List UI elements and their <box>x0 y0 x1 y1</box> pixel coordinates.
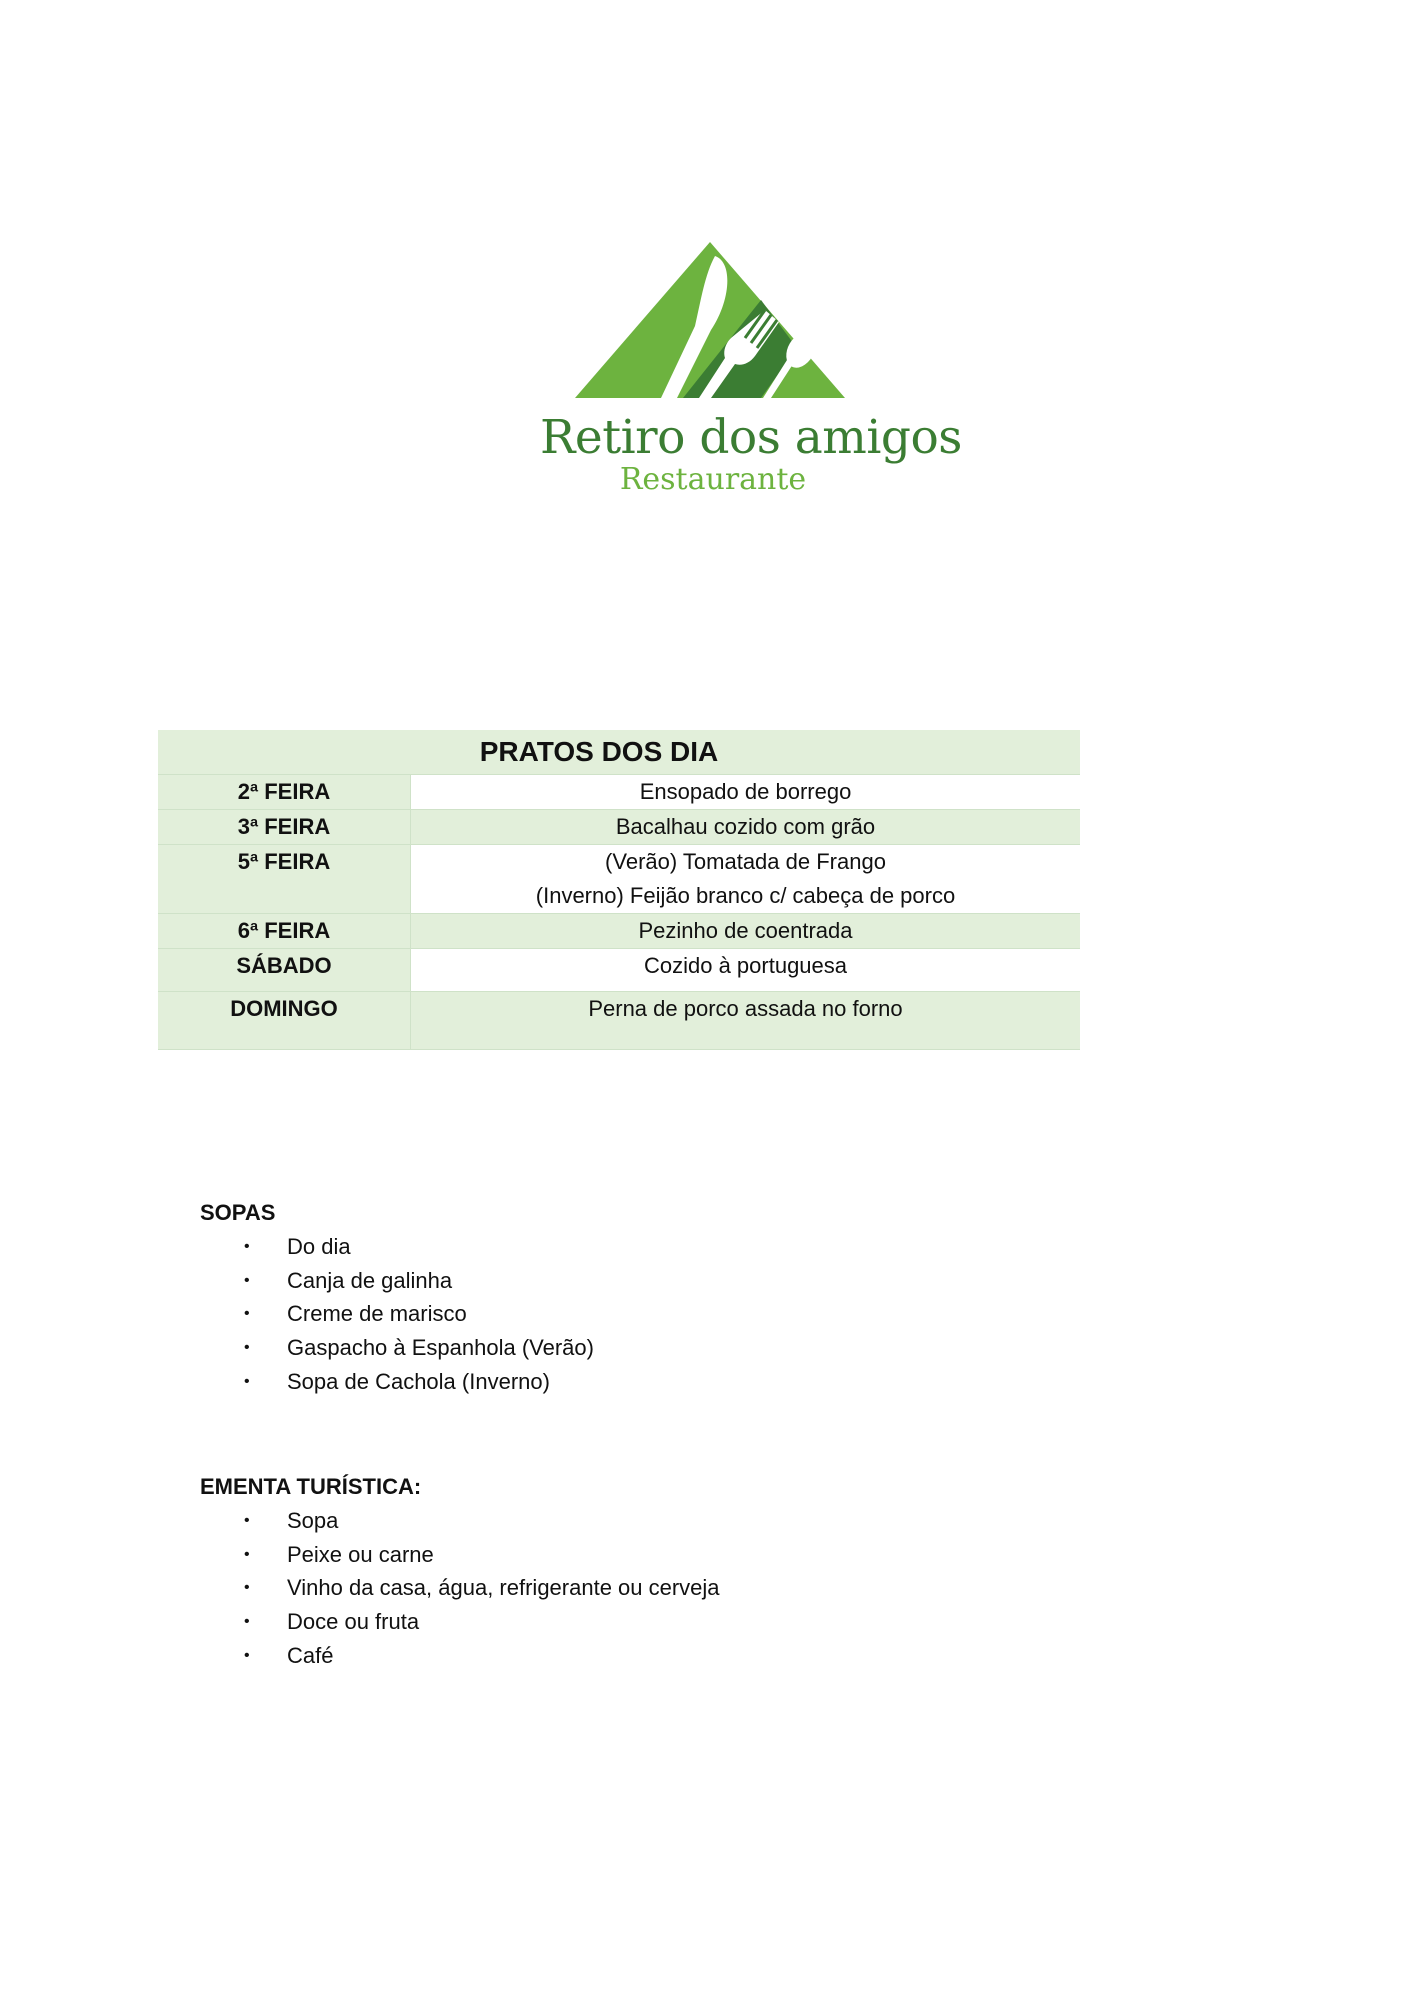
restaurant-logo <box>540 238 962 498</box>
bullet-icon: • <box>244 1646 250 1664</box>
table-dish: Pezinho de coentrada <box>638 918 853 943</box>
table-day: 6ª FEIRA <box>158 914 411 949</box>
table-title: PRATOS DOS DIA <box>479 736 719 767</box>
list-item-text: Peixe ou carne <box>287 1541 434 1567</box>
list-item <box>200 1605 720 1639</box>
table-title-row <box>158 730 1080 775</box>
list-item <box>200 1571 720 1605</box>
list-item-text: Gaspacho à Espanhola (Verão) <box>287 1335 594 1361</box>
list-item-text: Vinho da casa, água, refrigerante ou cerveja <box>287 1575 720 1601</box>
table-row <box>158 992 1080 1050</box>
bullet-icon: • <box>244 1339 250 1357</box>
list-item-text: Creme de marisco <box>287 1301 467 1327</box>
table-row <box>158 775 1080 810</box>
sopas-list <box>200 1230 594 1399</box>
list-item-text: Café <box>287 1642 334 1668</box>
table-dish: Ensopado de borrego <box>639 779 852 804</box>
list-item-text: Doce ou fruta <box>287 1609 420 1635</box>
logo-name: Retiro dos amigos <box>540 410 962 465</box>
table-day: SÁBADO <box>158 949 411 992</box>
list-item <box>200 1639 720 1673</box>
list-item <box>200 1297 594 1331</box>
bullet-icon: • <box>244 1545 250 1563</box>
daily-dishes-table <box>158 730 1080 1050</box>
table-day: 3ª FEIRA <box>158 810 411 845</box>
ementa-list <box>200 1504 720 1673</box>
list-item-text: Do dia <box>287 1234 351 1259</box>
table-dish: Cozido à portuguesa <box>643 953 848 978</box>
logo-emblem <box>565 238 855 408</box>
list-item-text: Sopa de Cachola (Inverno) <box>287 1368 550 1394</box>
table-dish: (Verão) Tomatada de Frango <box>605 849 886 874</box>
bullet-icon: • <box>244 1512 250 1529</box>
table-day: 5ª FEIRA <box>158 845 411 914</box>
table-row <box>158 845 1080 914</box>
table-row <box>158 914 1080 949</box>
list-item <box>200 1230 594 1264</box>
table-day <box>158 992 411 1050</box>
bullet-icon: • <box>244 1613 250 1631</box>
logo-subtitle: Restaurante <box>619 462 807 497</box>
table-day-label: DOMINGO <box>230 996 338 1021</box>
sopas-section <box>200 1196 594 1399</box>
list-item <box>200 1538 720 1572</box>
table-day: 2ª FEIRA <box>158 775 411 810</box>
list-item <box>200 1504 720 1538</box>
bullet-icon: • <box>244 1271 250 1289</box>
bullet-icon: • <box>244 1372 250 1390</box>
section-title: SOPAS <box>200 1200 276 1225</box>
ementa-turistica-section <box>200 1470 720 1673</box>
list-item <box>200 1264 594 1298</box>
list-item <box>200 1331 594 1365</box>
bullet-icon: • <box>244 1579 250 1597</box>
list-item-text: Canja de galinha <box>287 1267 453 1293</box>
bullet-icon: • <box>244 1305 250 1323</box>
table-row <box>158 949 1080 992</box>
list-item <box>200 1365 594 1399</box>
table-row <box>158 810 1080 845</box>
list-item-text: Sopa <box>287 1508 339 1533</box>
table-dish: Bacalhau cozido com grão <box>615 814 876 839</box>
table-dish: (Inverno) Feijão branco c/ cabeça de porco <box>535 883 956 908</box>
section-title: EMENTA TURÍSTICA: <box>200 1474 422 1499</box>
bullet-icon: • <box>244 1238 250 1255</box>
table-dish: Perna de porco assada no forno <box>588 996 903 1021</box>
